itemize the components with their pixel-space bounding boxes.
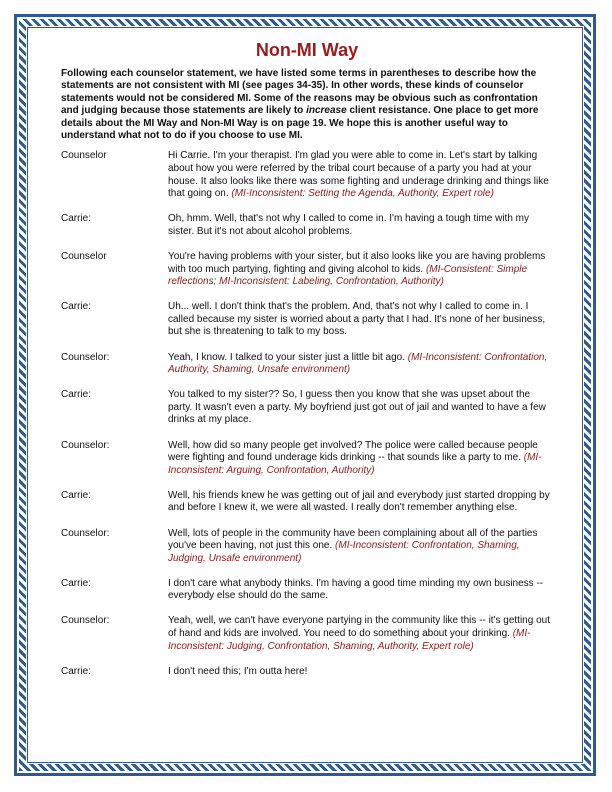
statement-text (168, 666, 553, 679)
dialogue-row (61, 301, 553, 339)
mi-annotation: (MI-Consistent: Simple reflections; MI-Inconsistent: Labeling, Confrontation, Authority) (168, 263, 528, 288)
dialogue-row (61, 150, 553, 200)
dialogue-row (61, 490, 553, 515)
statement-text (168, 528, 553, 566)
mi-annotation: (MI-Inconsistent: Judging, Confrontation, Shaming, Authority, Expert role) (168, 628, 531, 652)
statement-body: Yeah, I know. I talked to your sister just a little bit ago. (168, 351, 405, 363)
statement-body: Well, his friends knew he was getting out of jail and everybody just started dropping by and before I knew it, we were all wasted. I really don't remember anything else. (168, 489, 550, 514)
statement-body: Uh... well. I don't think that's the problem. And, that's not why I called to come in. I called because my sister is worried about a party that I had. It's none of her business, but she is threatening to talk to my boss. (168, 301, 546, 338)
statement-body: I don't care what anybody thinks. I'm having a good time minding my own business -- everybody else should do the same. (168, 577, 544, 602)
speaker-label: Counselor: (61, 615, 110, 627)
speaker-label: Carrie: (61, 665, 92, 677)
dialogue-row (61, 251, 553, 289)
speaker-label: Carrie: (61, 213, 92, 225)
speaker-label: Carrie: (61, 489, 92, 501)
speaker-label: Counselor: (61, 351, 110, 363)
statement-body: Well, lots of people in the community have been complaining about all of the parties you've been having, not just this one. (168, 527, 538, 552)
intro-emphasis: increase (306, 105, 347, 117)
dialogue-row (61, 528, 553, 566)
statement-body: I don't need this; I'm outta here! (168, 665, 308, 677)
intro-paragraph (61, 68, 553, 142)
speaker-label: Carrie: (61, 389, 92, 401)
speaker-label: Counselor (61, 251, 107, 262)
dialogue-row (61, 666, 553, 679)
mi-annotation: (MI-Inconsistent: Setting the Agenda, Authority, Expert role) (231, 188, 494, 200)
mi-annotation: (MI-Inconsistent: Confrontation, Shaming, Judging, Unsafe environment) (168, 540, 520, 564)
statement-text (168, 213, 553, 238)
mi-annotation: (MI-Inconsistent: Confrontation, Authority, Shaming, Unsafe environment) (168, 351, 548, 376)
statement-body: Yeah, well, we can't have everyone partying in the community like this -- it's getting out of hand and kids are involved. You need to do something about your drinking. (168, 615, 550, 640)
statement-text (168, 150, 553, 200)
statement-text (168, 490, 553, 515)
dialogue-row (61, 213, 553, 238)
statement-text (168, 615, 553, 653)
statement-text (168, 578, 553, 603)
statement-text (168, 352, 553, 377)
dialogue-row (61, 615, 553, 653)
statement-text (168, 301, 553, 339)
page-content (61, 38, 553, 691)
dialogue-row (61, 578, 553, 603)
statement-body: Hi Carrie. I'm your therapist. I'm glad you were able to come in. Let's start by talking about how you were referred by the tribal court because of a party you had at your house. It also looks like there was some fighting and underage drinking and things like that going on. (168, 150, 549, 200)
page-title: Non-MI Way (255, 40, 359, 60)
mi-annotation: (MI- Inconsistent: Arguing, Confrontation, Authority) (168, 452, 542, 476)
speaker-label: Carrie: (61, 577, 92, 589)
intro-text-before: Following each counselor statement, we have listed some terms in parentheses to describe how the statements are not consistent with MI (see pages 34-35). In other words, these kinds of counselor statements would not be considered MI. Some of the reasons may be obvious such as confrontation and judging because those statements are likely to (61, 68, 538, 117)
speaker-label: Carrie: (61, 301, 92, 313)
statement-body: You're having problems with your sister, but it also looks like you are having problems with too much partying, fighting and giving alcohol to kids. (168, 251, 546, 275)
statement-body: Oh, hmm. Well, that's not why I called to come in. I'm having a tough time with my sister. But it's not about alcohol problems. (168, 213, 530, 237)
intro-text-after: client resistance. One place to get more details about the MI Way and Non-MI Way is on page 19. We hope this is another useful way to understand what not to do if you choose to use MI. (61, 105, 539, 142)
speaker-label: Counselor: (61, 439, 110, 451)
dialogue-row (61, 440, 553, 478)
dialogue-row (61, 352, 553, 377)
statement-body: Well, how did so many people get involved? The police were called because people were fighting and found underage kids drinking -- that sounds like a party to me. (168, 439, 538, 464)
statement-text (168, 440, 553, 478)
statement-text (168, 251, 553, 289)
speaker-label: Counselor: (61, 527, 110, 539)
statement-body: You talked to my sister?? So, I guess then you know that she was upset about the party. It wasn't even a party. My boyfriend just got out of jail and wanted to have a few drinks at my place. (168, 389, 546, 426)
dialogue-row (61, 389, 553, 427)
speaker-label: Counselor (61, 150, 107, 162)
dialogue-list (61, 150, 553, 678)
statement-text (168, 389, 553, 427)
